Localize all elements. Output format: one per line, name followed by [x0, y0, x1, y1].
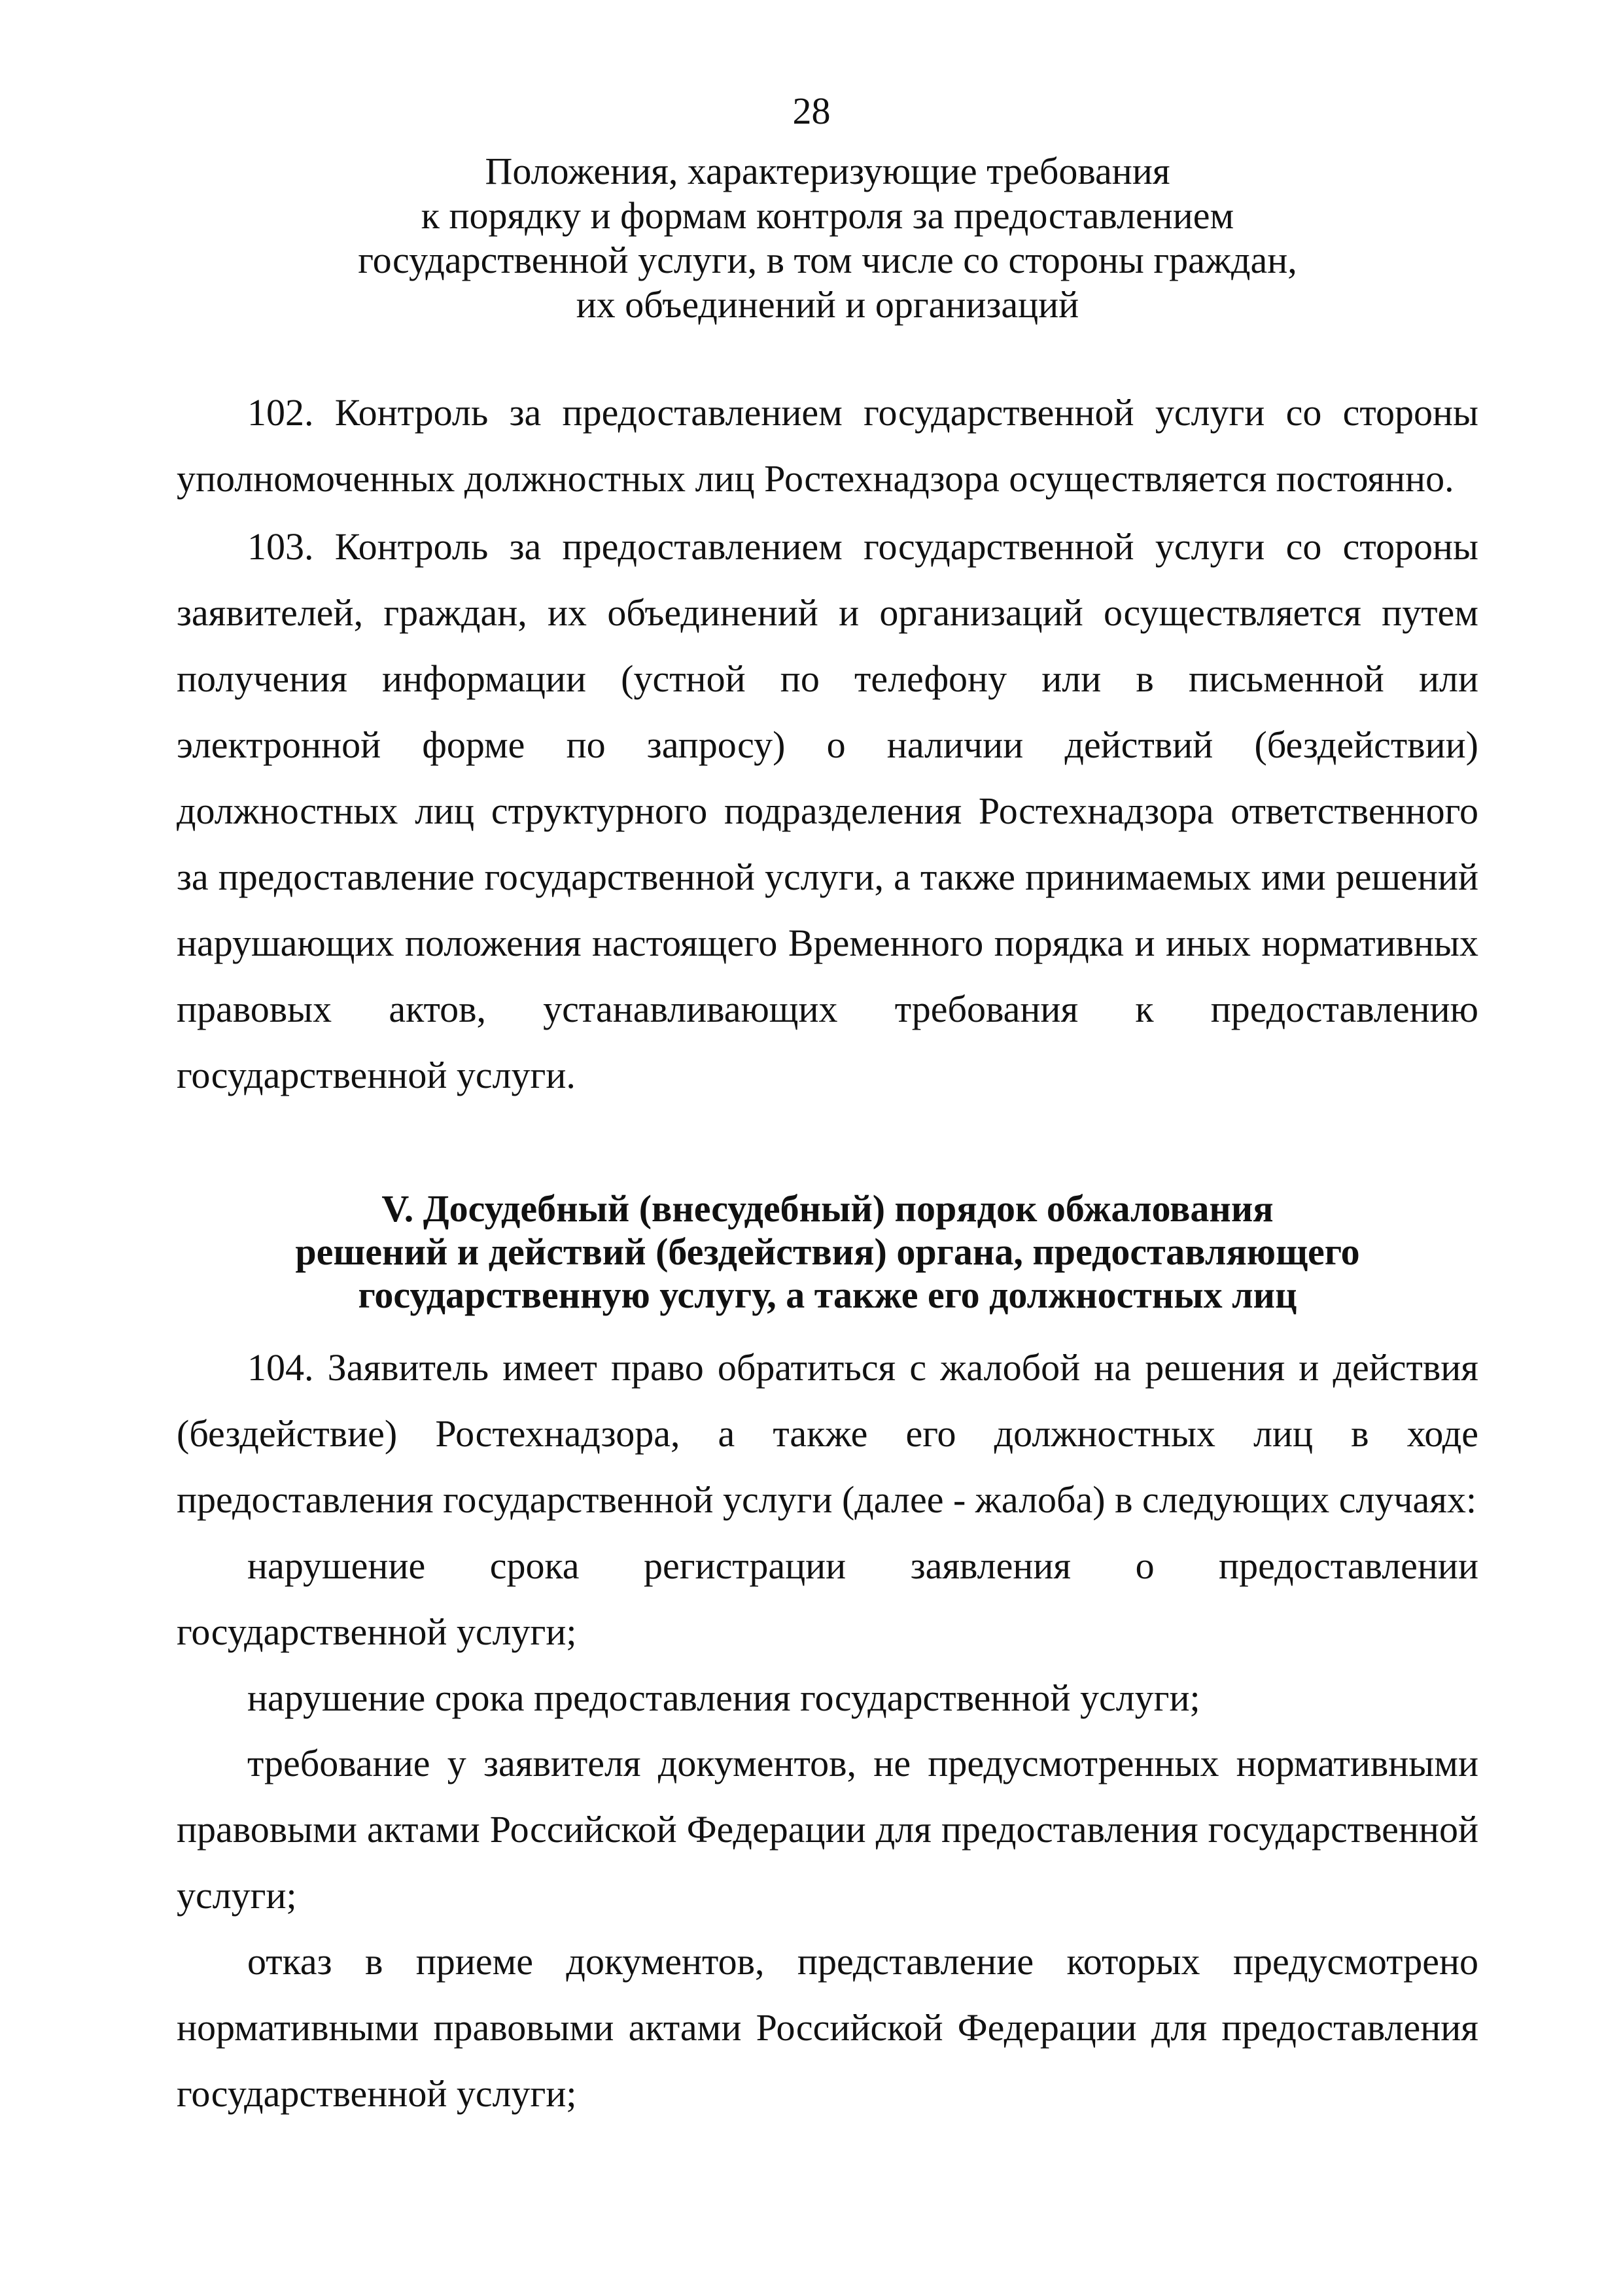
page-number: 28 [792, 90, 831, 132]
case-item: отказ в приеме документов, представление которых предусмотрено нормативными правовыми актами Российской Федерации для предоставления государственной услуги; [177, 1940, 1478, 2115]
heading-line: к порядку и формам контроля за предоставлением [421, 194, 1234, 237]
paragraph-103: 103. Контроль за предоставлением государственной услуги со стороны заявителей, граждан, их объединений и организаций осуществляется путем получения информации (устной по телефону или в письменной или электронной форме по запросу) о наличии действий (бездействии) должностных лиц структурного подразделения Ростехнадзора ответственного за предоставление государственной услуги, а также принимаемых ими решений нарушающих положения настоящего Временного порядка и иных нормативных правовых актов, устанавливающих требования к предоставлению государственной услуги. [177, 525, 1478, 1096]
heading-line: решений и действий (бездействия) органа, предоставляющего [295, 1230, 1360, 1273]
heading-line: Положения, характеризующие требования [485, 150, 1170, 192]
heading-line: государственную услугу, а также его должностных лиц [358, 1274, 1297, 1316]
heading-line: V. Досудебный (внесудебный) порядок обжалования [381, 1187, 1274, 1230]
case-item: требование у заявителя документов, не предусмотренных нормативными правовыми актами Российской Федерации для предоставления государственной услуги; [177, 1742, 1478, 1917]
paragraph-104: 104. Заявитель имеет право обратиться с жалобой на решения и действия (бездействие) Ростехнадзора, а также его должностных лиц в ходе предоставления государственной услуги (далее - жалоба) в следующих случаях: [177, 1346, 1478, 1521]
paragraph-102: 102. Контроль за предоставлением государственной услуги со стороны уполномоченных должностных лиц Ростехнадзора осуществляется постоянно. [177, 391, 1478, 500]
case-item: нарушение срока регистрации заявления о предоставлении государственной услуги; [177, 1544, 1478, 1653]
heading-line: их объединений и организаций [576, 283, 1079, 326]
section-heading-appeal [177, 1187, 1478, 1317]
section-heading-control [177, 149, 1478, 327]
case-item: нарушение срока предоставления государственной услуги; [247, 1677, 1200, 1719]
heading-line: государственной услуги, в том числе со стороны граждан, [358, 239, 1297, 281]
